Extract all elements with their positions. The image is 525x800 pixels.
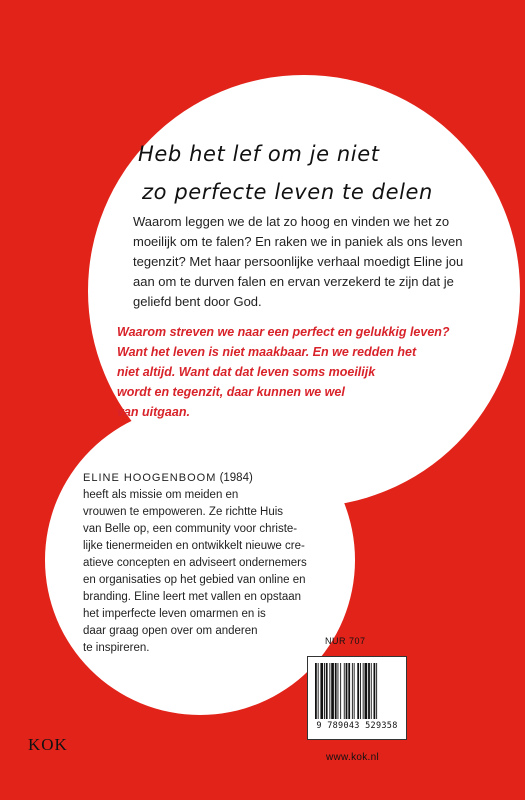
isbn-number: 9 789043 529358	[316, 721, 398, 731]
intro-line: moeilijk om te falen? En raken we in paniek als ons leven	[133, 234, 463, 249]
barcode	[307, 656, 407, 740]
barcode-bar	[354, 663, 355, 719]
pull-quote	[117, 322, 477, 422]
quote-line: niet altijd. Want dat dat leven soms moeilijk	[117, 365, 376, 379]
barcode-bar	[368, 663, 370, 719]
quote-line: wordt en tegenzit, daar kunnen we wel	[117, 385, 345, 399]
author-line: van Belle op, een community voor christe-	[83, 523, 298, 535]
barcode-bar	[371, 663, 372, 719]
publisher-logo: KOK	[28, 735, 68, 754]
headline-line-1: Heb het lef om je niet	[138, 142, 380, 166]
barcode-bar	[360, 663, 361, 719]
barcode-bar	[357, 663, 359, 719]
author-heading	[83, 470, 323, 487]
intro-line: tegenzit? Met haar persoonlijke verhaal moedigt Eline jou	[133, 254, 464, 269]
barcode-bar	[340, 663, 341, 719]
barcode-bar	[315, 663, 317, 719]
intro-line: aan om te durven falen en ervan verzekerd te zijn dat je	[133, 274, 454, 289]
author-line: daar graag open over om anderen	[83, 625, 258, 637]
author-line: het imperfecte leven omarmen en is	[83, 608, 266, 620]
barcode-bar	[338, 663, 339, 719]
barcode-bar	[331, 663, 334, 719]
barcode-bar	[320, 663, 323, 719]
intro-line: geliefd bent door God.	[133, 294, 262, 309]
barcode-bar	[348, 663, 350, 719]
author-line: branding. Eline leert met vallen en opstaan	[83, 591, 302, 603]
author-line: en organisaties op het gebied van online en	[83, 574, 306, 586]
website-url: www.kok.nl	[326, 752, 380, 763]
barcode-bar	[326, 663, 328, 719]
author-bio	[83, 470, 323, 657]
barcode-bar	[335, 663, 337, 719]
author-line: heeft als missie om meiden en	[83, 489, 239, 501]
author-name: ELINE HOOGENBOOM	[83, 472, 217, 484]
quote-line: Waarom streven we naar een perfect en gelukkig leven?	[117, 325, 450, 339]
author-line: te inspireren.	[83, 642, 150, 654]
barcode-bar	[376, 663, 377, 719]
barcode-bar	[344, 663, 345, 719]
barcode-bar	[318, 663, 319, 719]
headline	[138, 135, 468, 211]
barcode-bar	[329, 663, 330, 719]
barcode-bar	[352, 663, 353, 719]
author-line: lijke tienermeiden en ontwikkelt nieuwe cre-	[83, 540, 305, 552]
headline-line-2: zo perfecte leven te delen	[142, 180, 433, 204]
barcode-bars	[314, 663, 400, 719]
quote-line: van uitgaan.	[117, 405, 190, 419]
intro-paragraph	[133, 212, 463, 312]
barcode-bar	[346, 663, 348, 719]
author-line: vrouwen te empoweren. Ze richtte Huis	[83, 506, 284, 518]
quote-line: Want het leven is niet maakbaar. En we redden het	[117, 345, 417, 359]
barcode-bar	[374, 663, 376, 719]
barcode-bar	[324, 663, 325, 719]
nur-code: NUR 707	[325, 636, 366, 646]
author-year: (1984)	[219, 472, 253, 484]
intro-line: Waarom leggen we de lat zo hoog en vinden we het zo	[133, 214, 450, 229]
barcode-bar	[363, 663, 364, 719]
author-line: atieve concepten en adviseert ondernemers	[83, 557, 307, 569]
barcode-bar	[365, 663, 368, 719]
